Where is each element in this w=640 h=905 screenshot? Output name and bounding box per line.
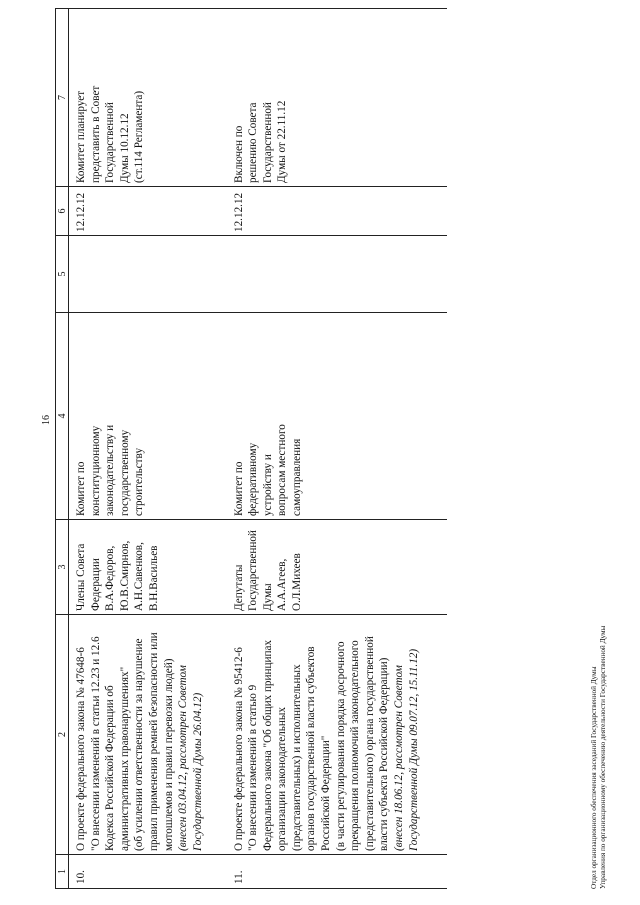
description-line: организации законодательных (276, 707, 289, 851)
description-line: (об усилении ответственности за нарушение (133, 638, 146, 851)
committee-line: строительству (133, 447, 146, 516)
note-line: Думы от 22.11.12 (276, 100, 289, 183)
author-line: Федерации (89, 558, 102, 611)
column-5-cell (227, 236, 447, 313)
committee-line: государственному (118, 429, 131, 516)
column-header: 4 (56, 313, 69, 520)
note-line: решению Совета (247, 102, 260, 183)
author-line: Ю.В.Смирнов, (118, 540, 131, 611)
bill-description (227, 615, 447, 855)
footer-note (590, 626, 608, 889)
description-line: Государственной Думы 26.04.12) (191, 692, 204, 851)
description-line: Кодекса Российской Федерации об (104, 685, 117, 851)
responsible-committee (69, 313, 227, 520)
note-cell (69, 9, 227, 187)
table-row (69, 9, 227, 889)
description-line: (представительного) органа государственной (363, 636, 376, 851)
description-line: мотошлемов и правил перевозки людей) (162, 658, 175, 851)
column-header: 5 (56, 236, 69, 313)
author-line: А.Н.Савенков, (133, 542, 146, 611)
bill-authors (227, 520, 447, 615)
description-line: (внесен 03.04.12, рассмотрен Советом (177, 665, 190, 851)
table-header-row (56, 9, 69, 889)
note-line: Государственной (104, 102, 117, 183)
column-header: 2 (56, 615, 69, 855)
author-line: Государственной (247, 530, 260, 611)
row-number: 10. (69, 855, 227, 889)
note-line: (ст.114 Регламента) (133, 90, 146, 183)
column-header: 6 (56, 187, 69, 236)
column-header: 3 (56, 520, 69, 615)
description-line: Федерального закона "Об общих принципах (261, 639, 274, 851)
row-number: 11. (227, 855, 447, 889)
footer-line: Управления по организационному обеспечению деятельности Государственной Думы (599, 625, 608, 889)
committee-line: федеративному (247, 442, 260, 516)
column-header: 1 (56, 855, 69, 889)
bill-authors (69, 520, 227, 615)
note-line: Комитет планирует (75, 90, 87, 183)
committee-line: Комитет по (75, 461, 87, 516)
responsible-committee (227, 313, 447, 520)
description-line: прекращения полномочий законодательного (349, 640, 362, 851)
author-line: В.А.Федоров, (104, 545, 117, 611)
bills-table (55, 8, 447, 889)
note-line: представить в Совет (89, 85, 102, 183)
author-line: Думы (261, 583, 274, 611)
description-line: "О внесении изменений в статьи 12.23 и 12.6 (89, 636, 102, 851)
table-row (227, 9, 447, 889)
author-line: В.Н.Васильев (147, 545, 160, 611)
description-line: правил применения ремней безопасности или (147, 632, 160, 851)
description-line: (представительных) и исполнительных (290, 664, 303, 851)
bill-description (69, 615, 227, 855)
rotated-page (35, 0, 610, 895)
description-line: административных правонарушениях" (118, 666, 131, 851)
date-cell: 12.12.12 (69, 187, 227, 236)
description-line: (в части регулирования порядка досрочного (334, 641, 347, 851)
author-line: О.Л.Михеев (290, 553, 303, 611)
committee-line: конституционному (89, 425, 102, 516)
note-line: Включен по (232, 125, 245, 183)
column-5-cell (69, 236, 227, 313)
column-header: 7 (56, 9, 69, 187)
committee-line: вопросам местного (276, 424, 289, 516)
description-line: О проекте федерального закона № 47648-6 (75, 647, 87, 851)
description-line: Государственной Думы 09.07.12, 15.11.12) (407, 648, 420, 851)
description-line: О проекте федерального закона № 95412-6 (232, 647, 245, 851)
description-line: органов государственной власти субъектов (305, 646, 318, 851)
date-cell: 12.12.12 (227, 187, 447, 236)
note-line: Государственной (261, 102, 274, 183)
author-line: А.А.Агеев, (276, 558, 289, 611)
committee-line: устройству и (261, 454, 274, 516)
description-line: (внесен 18.06.12, рассмотрен Советом (393, 665, 406, 851)
author-line: Депутаты (232, 564, 245, 611)
description-line: власти субъекта Российской Федерации) (378, 657, 391, 851)
description-line: "О внесении изменений в статью 9 (247, 684, 260, 851)
committee-line: Комитет по (232, 461, 245, 516)
note-line: Думы 10.12.12 (118, 113, 131, 183)
description-line: Российской Федерации" (320, 735, 333, 851)
committee-line: самоуправления (290, 438, 303, 516)
author-line: Члены Совета (75, 543, 87, 611)
footer-line: Отдел организационного обеспечения заседаний Государственной Думы (590, 666, 598, 889)
note-cell (227, 9, 447, 187)
page-number: 16 (41, 415, 52, 425)
committee-line: законодательству и (104, 424, 117, 516)
